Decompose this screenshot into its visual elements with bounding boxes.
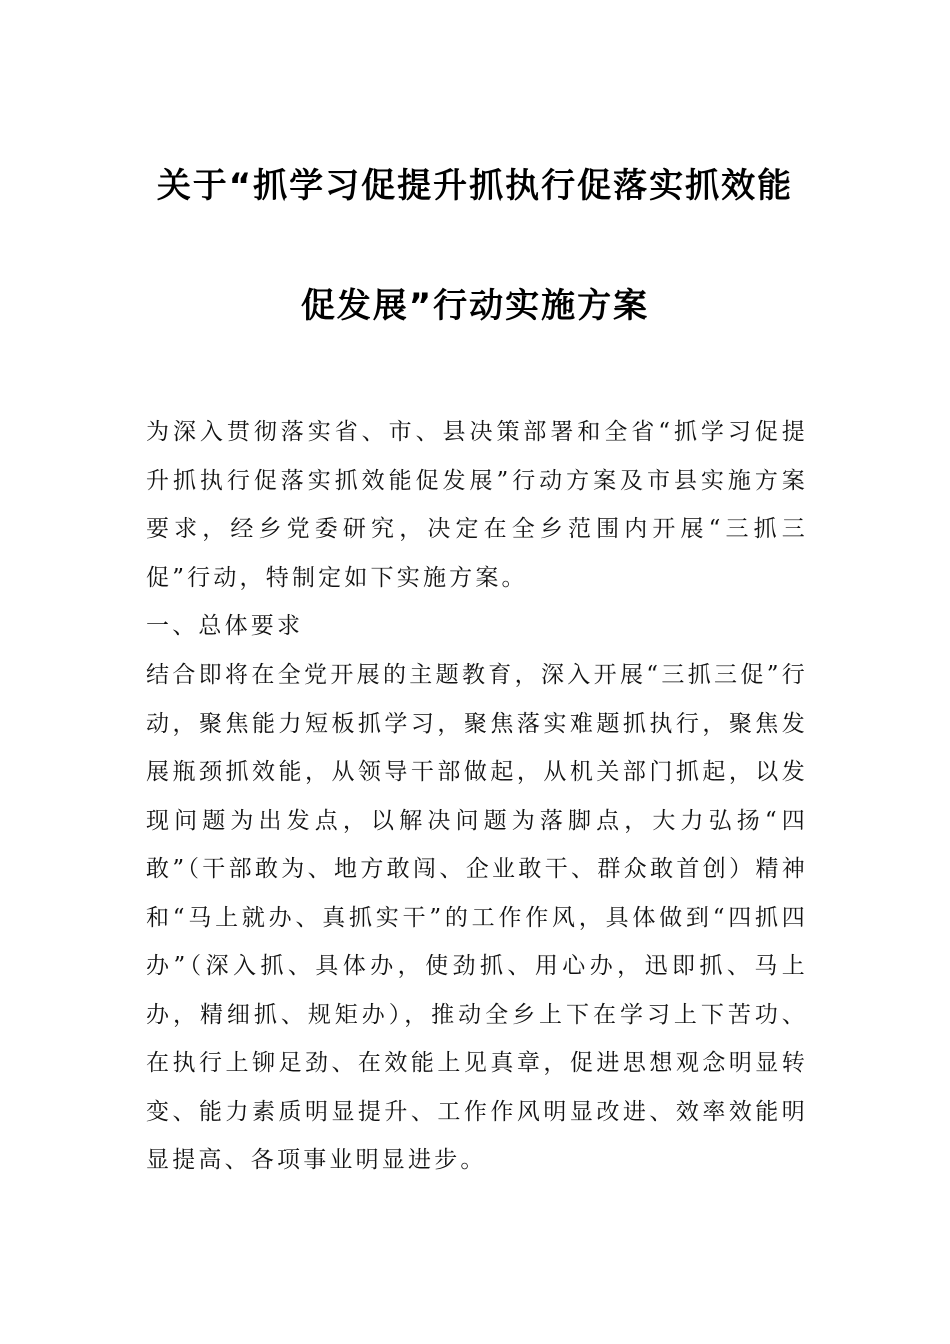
intro-paragraph-block	[146, 408, 808, 602]
section-heading-block	[146, 602, 808, 651]
section-heading-1: 一、总体要求	[146, 613, 304, 639]
section-1-paragraph-block	[146, 651, 808, 1185]
section-1-paragraph: 结合即将在全党开展的主题教育，深入开展“三抓三促”行动，聚焦能力短板抓学习，聚焦落实难题抓执行，聚焦发展瓶颈抓效能，从领导干部做起，从机关部门抓起，以发现问题为出发点，以解决问题为落脚点，大力弘扬“四敢”（干部敢为、地方敢闯、企业敢干、群众敢首创）精神和“马上就办、真抓实干”的工作作风，具体做到“四抓四办”（深入抓、具体办，使劲抓、用心办，迅即抓、马上办，精细抓、规矩办），推动全乡上下在学习上下苦功、在执行上铆足劲、在效能上见真章，促进思想观念明显转变、能力素质明显提升、工作作风明显改进、效率效能明显提高、各项事业明显进步。	[146, 662, 808, 1173]
document-title-line-1: 关于“抓学习促提升抓执行促落实抓效能	[156, 166, 794, 206]
document-title-line-2: 促发展”行动实施方案	[300, 286, 650, 326]
intro-paragraph: 为深入贯彻落实省、市、县决策部署和全省“抓学习促提升抓执行促落实抓效能促发展”行动方案及市县实施方案要求，经乡党委研究，决定在全乡范围内开展“三抓三促”行动，特制定如下实施方案。	[146, 419, 808, 591]
